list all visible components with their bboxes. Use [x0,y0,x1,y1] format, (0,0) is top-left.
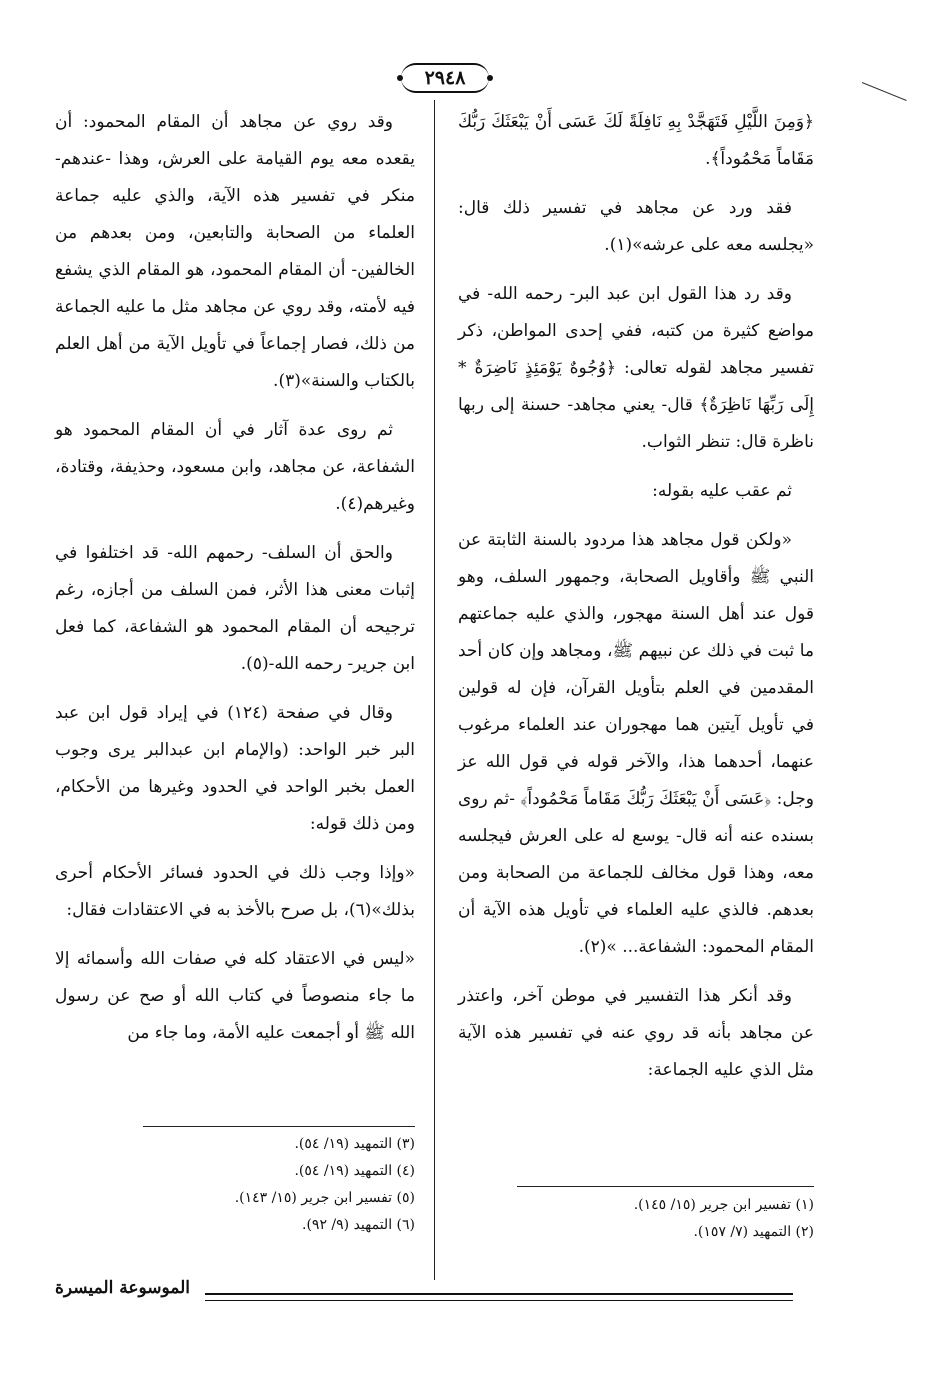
footnote: (١) تفسير ابن جرير (١٥/ ١٤٥). [633,1197,814,1213]
ornament-dot [397,75,403,81]
column-divider [434,100,435,1280]
page-number-ornament [395,60,495,96]
paragraph: «وإذا وجب ذلك في الحدود فسائر الأحكام أحرى بذلك»(٦)، بل صرح بالأخذ به في الاعتقادات فقال: [55,863,415,920]
footer-title: الموسوعة الميسرة [55,1278,191,1298]
paragraph: وقد رد هذا القول ابن عبد البر- رحمه الله- في مواضع كثيرة من كتبه، ففي إحدى المواطن، ذكر تفسير مجاهد لقوله تعالى: ﴿وُجُوهٌ يَوْمَئِذٍ نَاضِرَةٌ * إِلَى رَبِّهَا نَاظِرَةٌ﴾ قال- يعني مجاهد- حسنة إلى ربها ناظرة قال: تنظر الثواب. [458,284,815,452]
paragraph: «ولكن قول مجاهد هذا مردود بالسنة الثابتة عن النبي ﷺ وأقاويل الصحابة، وجمهور السلف، وهو قول عند أهل السنة مهجور، والذي عليه جماعتهم ما ثبت في ذلك عن نبيهم ﷺ، ومجاهد وإن كان أحد المقدمين في العلم بتأويل القرآن، فإن له قولين في تأويل آيتين هما مهجوران عند العلماء مرغوب عنهما، أحدهما هذا، والآخر قوله في قول الله عز وجل: ﴿عَسَى أَنْ يَبْعَثَكَ رَبُّكَ مَقَاماً مَحْمُوداً﴾ -ثم روى بسنده عنه أنه قال- يوسع له على العرش فيجلسه معه، وهذا قول مخالف للجماعة من الصحابة ومن بعدهم. فالذي عليه العلماء في تأويل هذه الآية أن المقام المحمود: الشفاعة... »(٢). [458,530,814,957]
footnote: (٤) التمهيد (١٩/ ٥٤). [294,1163,415,1179]
page-number: ٢٩٤٨ [424,67,466,89]
paragraph: ثم روى عدة آثار في أن المقام المحمود هو الشفاعة، عن مجاهد، وابن مسعود، وحذيفة، وقتادة، وغيرهم(٤). [55,420,415,514]
footnote-separator [517,1186,814,1187]
pen-mark [862,82,907,101]
right-column [458,104,814,1101]
footnote-separator [143,1126,415,1127]
paragraph: «ليس في الاعتقاد كله في صفات الله وأسمائه إلا ما جاء منصوصاً في كتاب الله أو صح عن رسول الله ﷺ أو أجمعت عليه الأمة، وما جاء من [55,949,415,1043]
paragraph: ﴿وَمِنَ اللَّيْلِ فَتَهَجَّدْ بِهِ نَافِلَةً لَكَ عَسَى أَنْ يَبْعَثَكَ رَبُّكَ مَقَاماً مَحْمُوداً﴾. [458,112,814,169]
footnote: (٢) التمهيد (٧/ ١٥٧). [693,1224,814,1240]
footnote: (٦) التمهيد (٩/ ٩٢). [302,1217,415,1233]
paragraph: ثم عقب عليه بقوله: [652,481,792,501]
footnote: (٥) تفسير ابن جرير (١٥/ ١٤٣). [234,1190,415,1206]
paragraph: وقال في صفحة (١٢٤) في إيراد قول ابن عبد البر خبر الواحد: (والإمام ابن عبدالبر يرى وجوب العمل بخبر الواحد في الحدود وغيرها من الأحكام، ومن ذلك قوله: [55,703,415,834]
footer-rule [205,1293,793,1295]
paragraph: وقد روي عن مجاهد أن المقام المحمود: أن يقعده معه يوم القيامة على العرش، وهذا -عندهم- منكر في تفسير هذه الآية، والذي عليه جماعة العلماء من الصحابة والتابعين، ومن بعدهم من الخالفين- أن المقام المحمود، هو المقام الذي يشفع فيه لأمته، وقد روي عن مجاهد مثل ما عليه الجماعة من ذلك، فصار إجماعاً في تأويل الآية من أهل العلم بالكتاب والسنة»(٣). [55,112,415,391]
paragraph: فقد ورد عن مجاهد في تفسير ذلك قال: «يجلسه معه على عرشه»(١). [458,198,814,255]
paragraph: والحق أن السلف- رحمهم الله- قد اختلفوا في إثبات معنى هذا الأثر، فمن السلف من أجازه، رغم ترجيحه أن المقام المحمود هو الشفاعة، كما فعل ابن جرير- رحمه الله-(٥). [55,543,415,674]
left-footnotes [150,1131,415,1239]
paragraph: وقد أنكر هذا التفسير في موطن آخر، واعتذر عن مجاهد بأنه قد روي عنه في تفسير هذه الآية مثل الذي عليه الجماعة: [458,986,814,1080]
left-column [55,104,415,1064]
footer-rule [205,1300,793,1301]
right-footnotes [530,1192,814,1246]
footnote: (٣) التمهيد (١٩/ ٥٤). [294,1136,415,1152]
ornament-dot [487,75,493,81]
